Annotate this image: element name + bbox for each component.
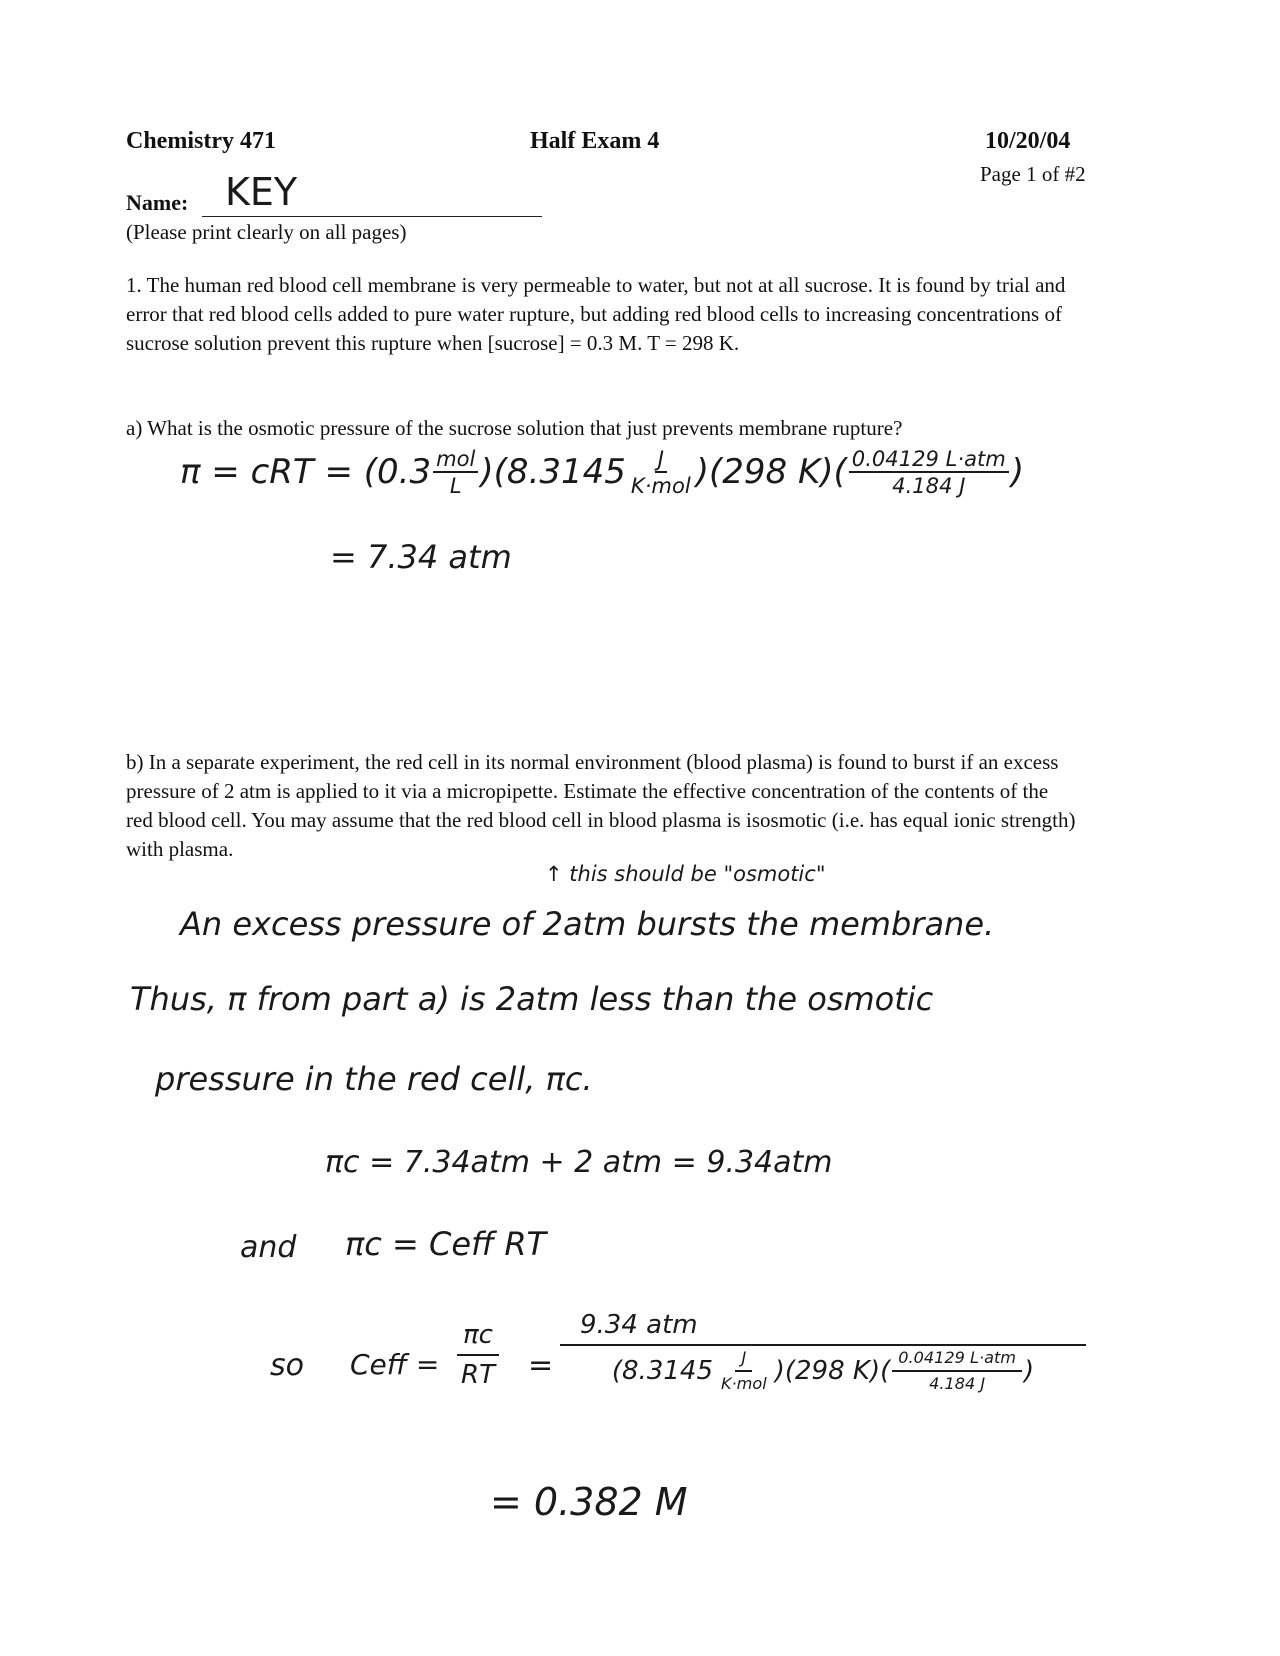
part-b-question: b) In a separate experiment, the red cell in its normal environment (blood plasma) is found to burst if an excess pressure of 2 atm is applied to it via a micropipette. Estimate the effective concentration of the contents of the red blood cell. You may assume that the red blood cell in blood plasma is isosmotic (i.e. has equal ionic strength) with plasma. bbox=[126, 750, 1076, 861]
note-text: this should be "osmotic" bbox=[569, 862, 826, 886]
eq-mol: mol bbox=[433, 448, 478, 473]
big-frac-num: 9.34 atm bbox=[560, 1310, 1086, 1346]
eq-J: J bbox=[655, 448, 667, 473]
den-J: J bbox=[735, 1350, 752, 1372]
name-value: KEY bbox=[225, 170, 298, 214]
answer-eq-2: πc = Ceff RT bbox=[345, 1225, 547, 1263]
arrow-up-icon: ↑ bbox=[545, 862, 570, 886]
part-a-result: = 7.34 atm bbox=[330, 538, 512, 576]
final-answer: = 0.382 M bbox=[490, 1480, 688, 1524]
answer-so: so bbox=[270, 1348, 304, 1383]
den-e: ) bbox=[1023, 1356, 1035, 1387]
answer-equals: = bbox=[528, 1348, 554, 1383]
course-title: Chemistry 471 bbox=[126, 128, 276, 154]
rt: RT bbox=[461, 1360, 495, 1390]
part-b-note bbox=[545, 862, 825, 886]
answer-eq-1: πc = 7.34atm + 2 atm = 9.34atm bbox=[325, 1145, 833, 1180]
answer-pi-over-rt bbox=[455, 1320, 501, 1390]
answer-big-fraction bbox=[560, 1310, 1086, 1392]
den-d: 4.184 J bbox=[929, 1374, 986, 1394]
den-b: )(298 K)( bbox=[774, 1356, 891, 1387]
eq-lhs: π = cRT = (0.3 bbox=[180, 452, 432, 493]
answer-line-1: An excess pressure of 2atm bursts the membrane. bbox=[180, 905, 995, 943]
answer-and: and bbox=[240, 1230, 297, 1265]
eq-Kmol: K·mol bbox=[630, 473, 691, 499]
exam-date: 10/20/04 bbox=[985, 128, 1071, 154]
pi-c: πc bbox=[457, 1320, 499, 1356]
page-indicator: Page 1 of #2 bbox=[980, 162, 1086, 186]
exam-title: Half Exam 4 bbox=[530, 128, 660, 154]
den-a: (8.3145 bbox=[611, 1356, 713, 1387]
eq-T: )(298 K)( bbox=[695, 452, 847, 493]
answer-ceff-lhs: Ceff = bbox=[350, 1348, 440, 1381]
answer-line-2: Thus, π from part a) is 2atm less than the osmotic bbox=[130, 980, 934, 1018]
name-label: Name: bbox=[126, 190, 189, 215]
eq-Latm: 0.04129 L·atm bbox=[849, 448, 1009, 473]
big-frac-den bbox=[606, 1346, 1040, 1392]
answer-line-3: pressure in the red cell, πc. bbox=[155, 1060, 593, 1098]
question-1-intro: 1. The human red blood cell membrane is very permeable to water, but not at all sucrose. It is found by trial and error that red blood cells added to pure water rupture, but adding red blood cells to increasing concentrations of sucrose solution prevent this rupture when [sucrose] = 0.3 M. T = 298 K. bbox=[126, 273, 1066, 355]
den-Kmol: K·mol bbox=[721, 1374, 767, 1394]
print-note: (Please print clearly on all pages) bbox=[126, 220, 407, 244]
eq-4184: 4.184 J bbox=[892, 473, 966, 499]
eq-close: ) bbox=[1010, 452, 1025, 493]
part-a-equation bbox=[180, 446, 1025, 499]
den-c: 0.04129 L·atm bbox=[892, 1350, 1022, 1372]
eq-r: )(8.3145 bbox=[480, 452, 626, 493]
eq-L: L bbox=[449, 473, 462, 499]
part-a-question: a) What is the osmotic pressure of the sucrose solution that just prevents membrane rupture? bbox=[126, 416, 903, 440]
